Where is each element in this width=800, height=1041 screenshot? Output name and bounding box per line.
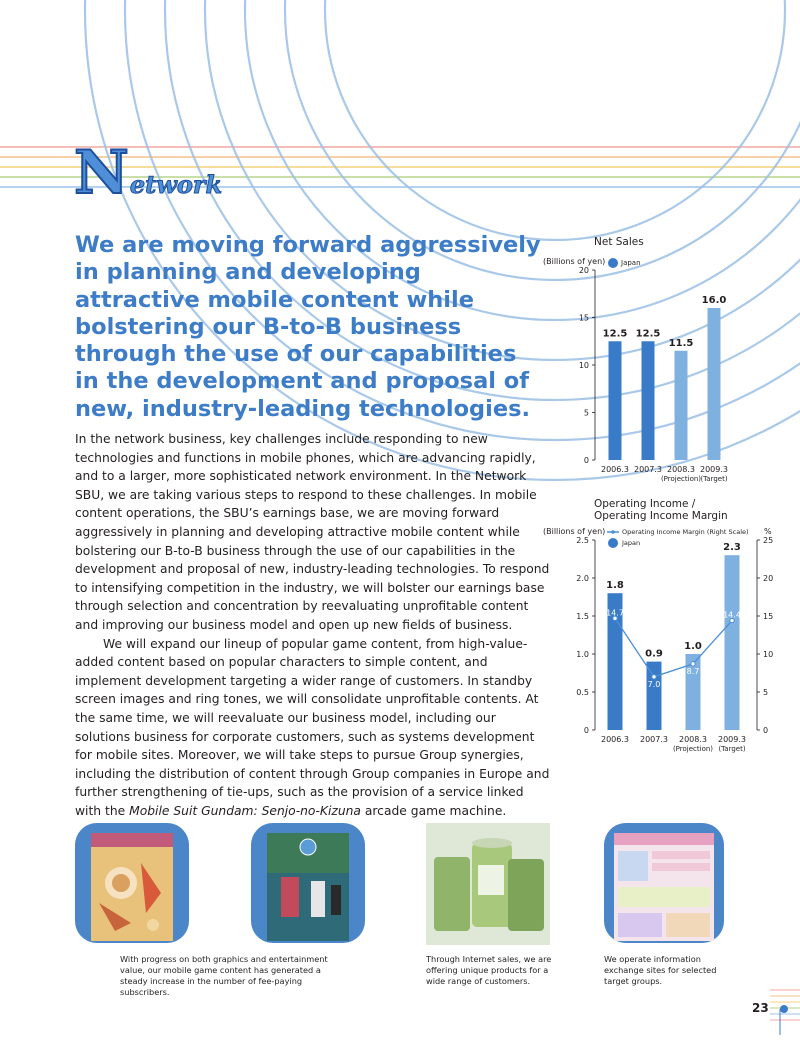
margin-line [615,618,732,677]
ytick-label: 0 [583,726,589,735]
margin-value-label: 7.0 [647,679,661,689]
net-sales-categories [601,465,728,483]
section-title-rest: etwork [129,170,223,199]
section-title [74,138,222,208]
ytick-label: 1.0 [576,650,589,659]
margin-value-label: 14.7 [606,608,624,618]
bar [647,662,662,730]
category-note: (Target) [700,475,728,483]
op-income-yticks [576,536,595,735]
y2tick-label: 10 [763,650,774,659]
op-income-bars [608,555,740,730]
body-paragraph-2-main: We will expand our lineup of popular game content, from high-value-added content based on popular characters to simple content, and implement development targeting a wider range of customers. In standby screen images and ring tones, we will consolidate unprofitable contents. At the same time, we will reevaluate our business model, including our solutions business for corporate customers, such as systems development for mobile sites. Moreover, we will take steps to pursue Group synergies, including the distribution of content through Group companies in Europe and further strengthening of tie-ups, such as the provision of a service linked with the [75,636,550,818]
caption-mobile-game: With progress on both graphics and entertainment value, our mobile game content has generated a steady increase in the number of fee-paying subscribers. [120,954,328,997]
ytick-label: 1.5 [576,612,589,621]
net-sales-legend-swatch [608,258,618,268]
margin-value-label: 14.4 [723,610,741,620]
bar-value-label: 1.8 [606,580,624,592]
category-note: (Target) [718,745,746,753]
ytick-label: 0 [583,456,589,465]
op-income-title-line2: Operating Income Margin [594,510,728,522]
y2tick-label: 5 [763,688,769,697]
fighting-game-screenshot [267,833,349,941]
page-number: 23 [752,1001,769,1015]
op-income-title-line1: Operating Income / [594,498,696,510]
ytick-label: 10 [578,361,589,370]
category-label: 2009.3 [718,735,746,744]
net-sales-ylabel: (Billions of yen) [543,257,606,266]
caption-exchange-sites: We operate information exchange sites for selected target groups. [604,954,717,986]
op-income-legend-japan: Japan [622,539,641,547]
bar-value-label: 11.5 [668,337,694,349]
bar-value-label: 16.0 [701,295,727,306]
tea-cans-photo [426,823,550,945]
y2tick-label: 0 [763,726,769,735]
op-income-chart [535,524,790,760]
op-income-margin-line [606,608,741,689]
bar [675,351,688,460]
bar-value-label: 1.0 [684,641,702,652]
category-note: (Projection) [660,475,702,483]
ytick-label: 20 [578,266,589,275]
op-income-value-labels [606,542,741,659]
category-label: 2008.3 [667,465,695,474]
margin-point [652,675,656,679]
footer-stripes [770,990,800,1035]
bar [609,341,622,460]
body-text [75,430,550,820]
op-income-title [594,498,728,522]
category-label: 2008.3 [679,735,707,744]
ytick-label: 2.0 [576,574,589,583]
category-label: 2009.3 [700,465,728,474]
bar-value-label: 12.5 [635,328,661,340]
op-income-y2label: % [764,527,772,536]
category-label: 2006.3 [601,735,629,744]
y2tick-label: 25 [763,536,774,545]
body-paragraph-2-end: arcade game machine. [360,803,507,818]
net-sales-yticks [579,266,595,465]
ytick-label: 0.5 [576,688,589,697]
body-paragraph-2-italic: Mobile Suit Gundam: Senjo-no-Kizuna [129,803,361,818]
bar-value-label: 12.5 [602,328,628,340]
body-paragraph-2 [75,635,550,821]
op-income-y2ticks [757,536,773,735]
mobile-game-screenshot [91,833,173,941]
category-label: 2007.3 [640,735,668,744]
category-label: 2007.3 [634,465,662,474]
photo-frame-fighting-game [251,823,365,943]
y2tick-label: 20 [763,574,774,583]
ytick-label: 15 [578,313,589,323]
op-income-legend-swatch [608,538,618,548]
bar [725,555,740,730]
margin-point [691,662,695,666]
category-label: 2006.3 [601,465,629,474]
y2tick-label: 15 [763,612,774,621]
net-sales-title: Net Sales [594,236,644,248]
ytick-label: 5 [583,408,589,418]
photo-frame-mobile-game [75,823,189,943]
web-site-screenshot [614,833,714,941]
op-income-ylabel: (Billions of yen) [543,527,606,536]
body-paragraph-1: In the network business, key challenges include responding to new technologies and functions in mobile phones, which are advancing rapidly, and to a larger, more sophisticated network environment. In the Network SBU, we are taking various steps to respond to these challenges. In mobile content operations, the SBU’s earnings base, we are moving forward aggressively in planning and developing attractive mobile content while bolstering our B-to-B business through the use of our capabilities in the development and proposal of new, industry-leading technologies. To respond to intensifying competition in the industry, we will bolster our earnings base through selection and concentration by reevaluating unprofitable content and improving our business model and open up new fields of business. [75,432,550,632]
bar [642,341,655,460]
caption-internet-sales: Through Internet sales, we are offering unique products for a wide range of customers. [426,954,552,986]
photo-frame-web-site [604,823,724,943]
bar [708,308,721,460]
op-income-categories [601,735,746,753]
margin-value-label: 8.7 [686,666,700,676]
headline: We are moving forward aggressively in planning and developing attractive mobile content while bolstering our B-to-B business through the use of our capabilities in the development and proposal of new, industry-leading technologies. [75,232,541,422]
net-sales-legend-label: Japan [621,259,641,267]
bar-value-label: 0.9 [645,648,663,660]
section-title-initial: N [74,138,130,208]
category-note: (Projection) [672,745,714,753]
op-income-legend-marker [611,530,615,534]
op-income-legend-margin: Operating Income Margin (Right Scale) [622,528,749,536]
bar-value-label: 2.3 [723,542,741,554]
net-sales-chart [535,252,765,492]
ytick-label: 2.5 [576,536,589,545]
